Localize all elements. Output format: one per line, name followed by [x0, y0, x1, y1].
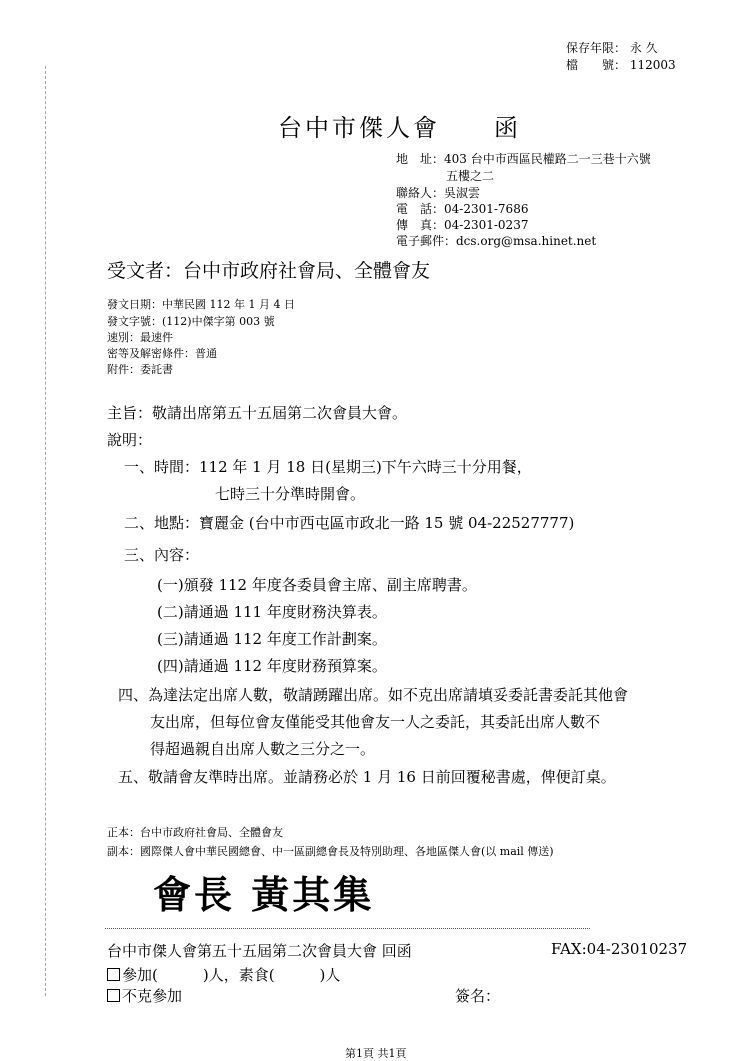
recipient: 受文者：台中市政府社會局、全體會友 — [107, 260, 431, 282]
delivery-speed: 速別：最速件 — [107, 331, 173, 344]
explanation-label: 說明： — [107, 431, 153, 449]
page-footer: 第1頁 共1頁 — [345, 1047, 407, 1060]
item-four-line-2: 友出席，但每位會友僅能受其他會友一人之委託，其委託出席人數不 — [150, 713, 601, 731]
content-item-2: (二)請通過 111 年度財務決算表。 — [157, 603, 387, 621]
reply-title: 台中市傑人會第五十五屆第二次會員大會 回函 — [107, 942, 412, 960]
document-title: 台中市傑人會 函 — [278, 114, 521, 142]
attend-option[interactable] — [107, 964, 340, 985]
address-line-2: 五樓之二 — [446, 169, 495, 183]
original-recipients: 正本：台中市政府社會局、全體會友 — [107, 826, 283, 839]
margin-line — [45, 66, 46, 996]
item-content: 三、內容： — [124, 546, 200, 564]
content-item-4: (四)請通過 112 年度財務預算案。 — [157, 657, 387, 675]
attend-checkbox[interactable] — [107, 968, 120, 981]
attachment: 附件：委託書 — [107, 363, 173, 376]
absent-label: 不克參加 — [122, 987, 183, 1005]
item-four-line-1: 四、為達法定出席人數，敬請踴躍出席。如不克出席請填妥委託書委託其他會 — [118, 686, 629, 704]
item-four-line-3: 得超過親自出席人數之三分之一。 — [150, 740, 376, 758]
retention-period: 保存年限： 永 久 — [566, 41, 658, 55]
phone: 電 話：04-2301-7686 — [396, 202, 529, 216]
email: 電子郵件：dcs.org@msa.hinet.net — [396, 234, 597, 248]
copy-recipients: 副本：國際傑人會中華民國總會、中一區副總會長及特別助理、各地區傑人會(以 mail 傳送) — [107, 845, 554, 858]
cut-line — [105, 928, 590, 929]
signature-label: 簽名： — [455, 987, 501, 1005]
reply-fax: FAX:04-23010237 — [551, 940, 688, 958]
contact-person: 聯絡人：吳淑雲 — [396, 186, 481, 200]
content-item-3: (三)請通過 112 年度工作計劃案。 — [157, 630, 387, 648]
fax: 傳 真：04-2301-0237 — [396, 218, 529, 232]
item-time-line-2: 七時三十分準時開會。 — [215, 485, 366, 503]
absent-checkbox[interactable] — [107, 989, 120, 1002]
item-place: 二、地點：寶麗金 (台中市西屯區市政北一路 15 號 04-22527777) — [124, 514, 575, 532]
item-five: 五、敬請會友準時出席。並請務必於 1 月 16 日前回覆秘書處，俾便訂桌。 — [118, 768, 616, 786]
issue-date: 發文日期：中華民國 112 年 1 月 4 日 — [107, 298, 295, 311]
subject: 主旨：敬請出席第五十五屆第二次會員大會。 — [107, 404, 408, 422]
content-item-1: (一)頒發 112 年度各委員會主席、副主席聘書。 — [157, 576, 477, 594]
address-line-1: 地 址：403 台中市西區民權路二一三巷十六號 — [396, 152, 651, 166]
security-level: 密等及解密條件：普通 — [107, 347, 217, 360]
chairman-signature: 會長 黃其集 — [153, 872, 375, 917]
reference-number: 發文字號：(112)中傑字第 003 號 — [107, 315, 275, 328]
file-number: 檔 號： 112003 — [566, 58, 676, 72]
item-time-line-1: 一、時間：112 年 1 月 18 日(星期三)下午六時三十分用餐， — [124, 458, 532, 476]
attend-label: 參加( )人，素食( )人 — [122, 966, 341, 984]
absent-option[interactable] — [107, 985, 182, 1006]
